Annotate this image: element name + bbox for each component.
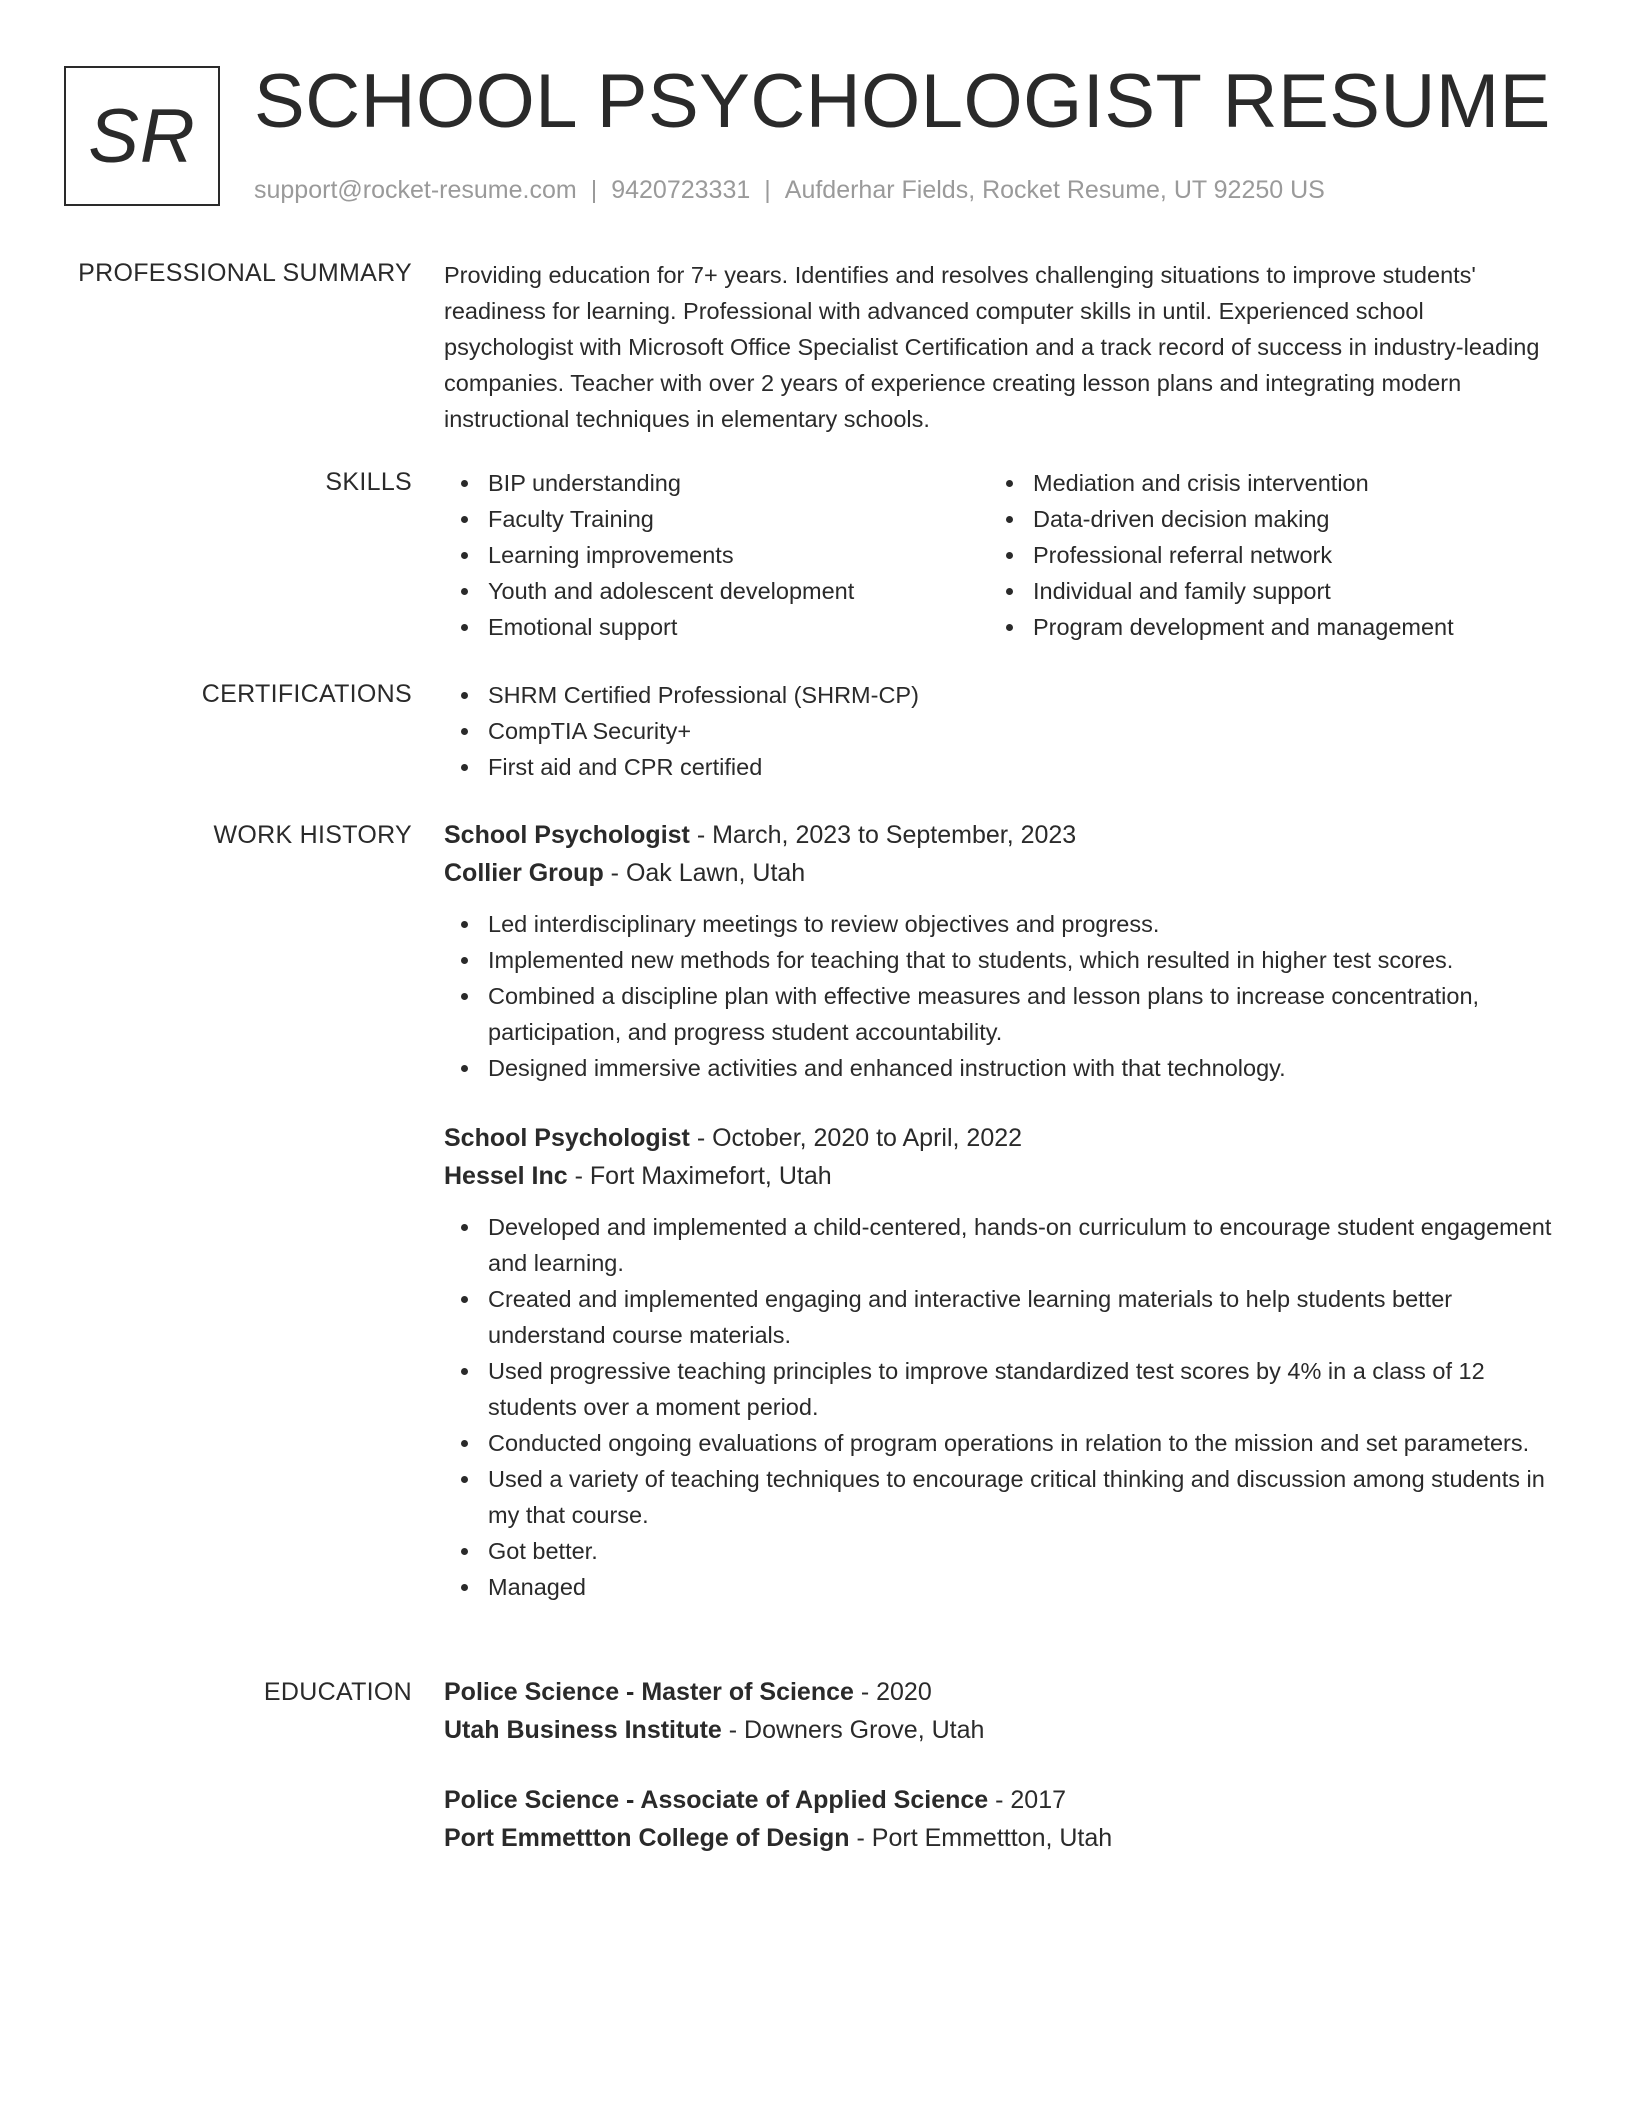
education-school-line xyxy=(444,1711,1554,1749)
job-bullet: Implemented new methods for teaching that to students, which resulted in higher test scores. xyxy=(488,942,1554,978)
page-title: SCHOOL PSYCHOLOGIST RESUME xyxy=(254,59,1551,144)
skill-item: Individual and family support xyxy=(1033,573,1534,609)
summary-label: PROFESSIONAL SUMMARY xyxy=(78,259,412,287)
job-entry xyxy=(444,816,1554,1086)
job-bullets xyxy=(444,906,1554,1086)
job-bullet: Conducted ongoing evaluations of program operations in relation to the mission and set parameters. xyxy=(488,1425,1554,1461)
skill-item: Faculty Training xyxy=(488,501,989,537)
certifications-label: CERTIFICATIONS xyxy=(201,680,412,708)
contact-address: Aufderhar Fields, Rocket Resume, UT 92250 US xyxy=(784,176,1325,204)
education-label: EDUCATION xyxy=(263,1678,412,1706)
job-company-line xyxy=(444,854,1554,892)
skills-section xyxy=(444,465,1554,645)
job-title-line xyxy=(444,816,1554,854)
certification-item: SHRM Certified Professional (SHRM-CP) xyxy=(488,677,1554,713)
contact-separator: | xyxy=(590,176,598,204)
work-history-label: WORK HISTORY xyxy=(213,821,412,849)
education-school: Port Emmettton College of Design xyxy=(444,1824,850,1852)
skill-item: Data-driven decision making xyxy=(1033,501,1534,537)
skill-item: BIP understanding xyxy=(488,465,989,501)
job-bullet: Got better. xyxy=(488,1533,1554,1569)
job-bullet: Managed xyxy=(488,1569,1554,1605)
job-title-line xyxy=(444,1119,1554,1157)
certification-item: CompTIA Security+ xyxy=(488,713,1554,749)
skills-list-left xyxy=(444,465,989,645)
skills-label: SKILLS xyxy=(325,468,412,496)
skills-list-right xyxy=(989,465,1534,645)
monogram-logo: SR xyxy=(64,66,220,206)
summary-text: Providing education for 7+ years. Identifies and resolves challenging situations to improve students' readiness for learning. Professional with advanced computer skills in until. Experienced school psychologist with Microsoft Office Specialist Certification and a track record of success in industry-leading companies. Teacher with over 2 years of experience creating lesson plans and integrating modern instructional techniques in elementary schools. xyxy=(444,262,1540,432)
certification-item: First aid and CPR certified xyxy=(488,749,1554,785)
job-bullets xyxy=(444,1209,1554,1605)
skill-item: Program development and management xyxy=(1033,609,1534,645)
education-school-line xyxy=(444,1819,1554,1857)
contact-email[interactable]: support@rocket-resume.com xyxy=(254,176,577,204)
certifications-section xyxy=(444,677,1554,785)
job-dates: - October, 2020 to April, 2022 xyxy=(689,1124,1023,1152)
contact-separator: | xyxy=(764,176,771,204)
education-degree-line xyxy=(444,1781,1554,1819)
skill-item: Professional referral network xyxy=(1033,537,1534,573)
summary-section xyxy=(444,257,1554,437)
job-bullet: Used a variety of teaching techniques to encourage critical thinking and discussion among students in my that course. xyxy=(488,1461,1554,1533)
job-title: School Psychologist xyxy=(444,1124,690,1152)
job-company: Hessel Inc xyxy=(444,1162,568,1190)
job-bullet: Created and implemented engaging and interactive learning materials to help students better understand course materials. xyxy=(488,1281,1554,1353)
job-title: School Psychologist xyxy=(444,821,690,849)
education-degree: Police Science - Associate of Applied Science xyxy=(444,1786,989,1814)
job-bullet: Combined a discipline plan with effective measures and lesson plans to increase concentration, participation, and progress student accountability. xyxy=(488,978,1554,1050)
education-year: - 2020 xyxy=(853,1678,932,1706)
education-location: - Downers Grove, Utah xyxy=(721,1716,985,1744)
job-dates: - March, 2023 to September, 2023 xyxy=(689,821,1077,849)
job-location: - Fort Maximefort, Utah xyxy=(567,1162,832,1190)
contact-line xyxy=(254,175,1325,205)
education-location: - Port Emmettton, Utah xyxy=(849,1824,1113,1852)
education-section xyxy=(444,1673,1554,1749)
job-company: Collier Group xyxy=(444,859,604,887)
skill-item: Emotional support xyxy=(488,609,989,645)
job-company-line xyxy=(444,1157,1554,1195)
work-history-section xyxy=(444,816,1554,1086)
certifications-list xyxy=(444,677,1554,785)
work-history-section-2 xyxy=(444,1119,1554,1605)
job-bullet: Used progressive teaching principles to improve standardized test scores by 4% in a class of 12 students over a moment period. xyxy=(488,1353,1554,1425)
education-year: - 2017 xyxy=(988,1786,1067,1814)
job-location: - Oak Lawn, Utah xyxy=(603,859,806,887)
education-degree: Police Science - Master of Science xyxy=(444,1678,854,1706)
education-school: Utah Business Institute xyxy=(444,1716,722,1744)
job-bullet: Designed immersive activities and enhanced instruction with that technology. xyxy=(488,1050,1554,1086)
education-section-2 xyxy=(444,1781,1554,1857)
skill-item: Mediation and crisis intervention xyxy=(1033,465,1534,501)
skill-item: Youth and adolescent development xyxy=(488,573,989,609)
job-bullet: Developed and implemented a child-centered, hands-on curriculum to encourage student engagement and learning. xyxy=(488,1209,1554,1281)
contact-phone[interactable]: 9420723331 xyxy=(611,176,751,204)
job-entry xyxy=(444,1119,1554,1605)
job-bullet: Led interdisciplinary meetings to review objectives and progress. xyxy=(488,906,1554,942)
education-degree-line xyxy=(444,1673,1554,1711)
skill-item: Learning improvements xyxy=(488,537,989,573)
